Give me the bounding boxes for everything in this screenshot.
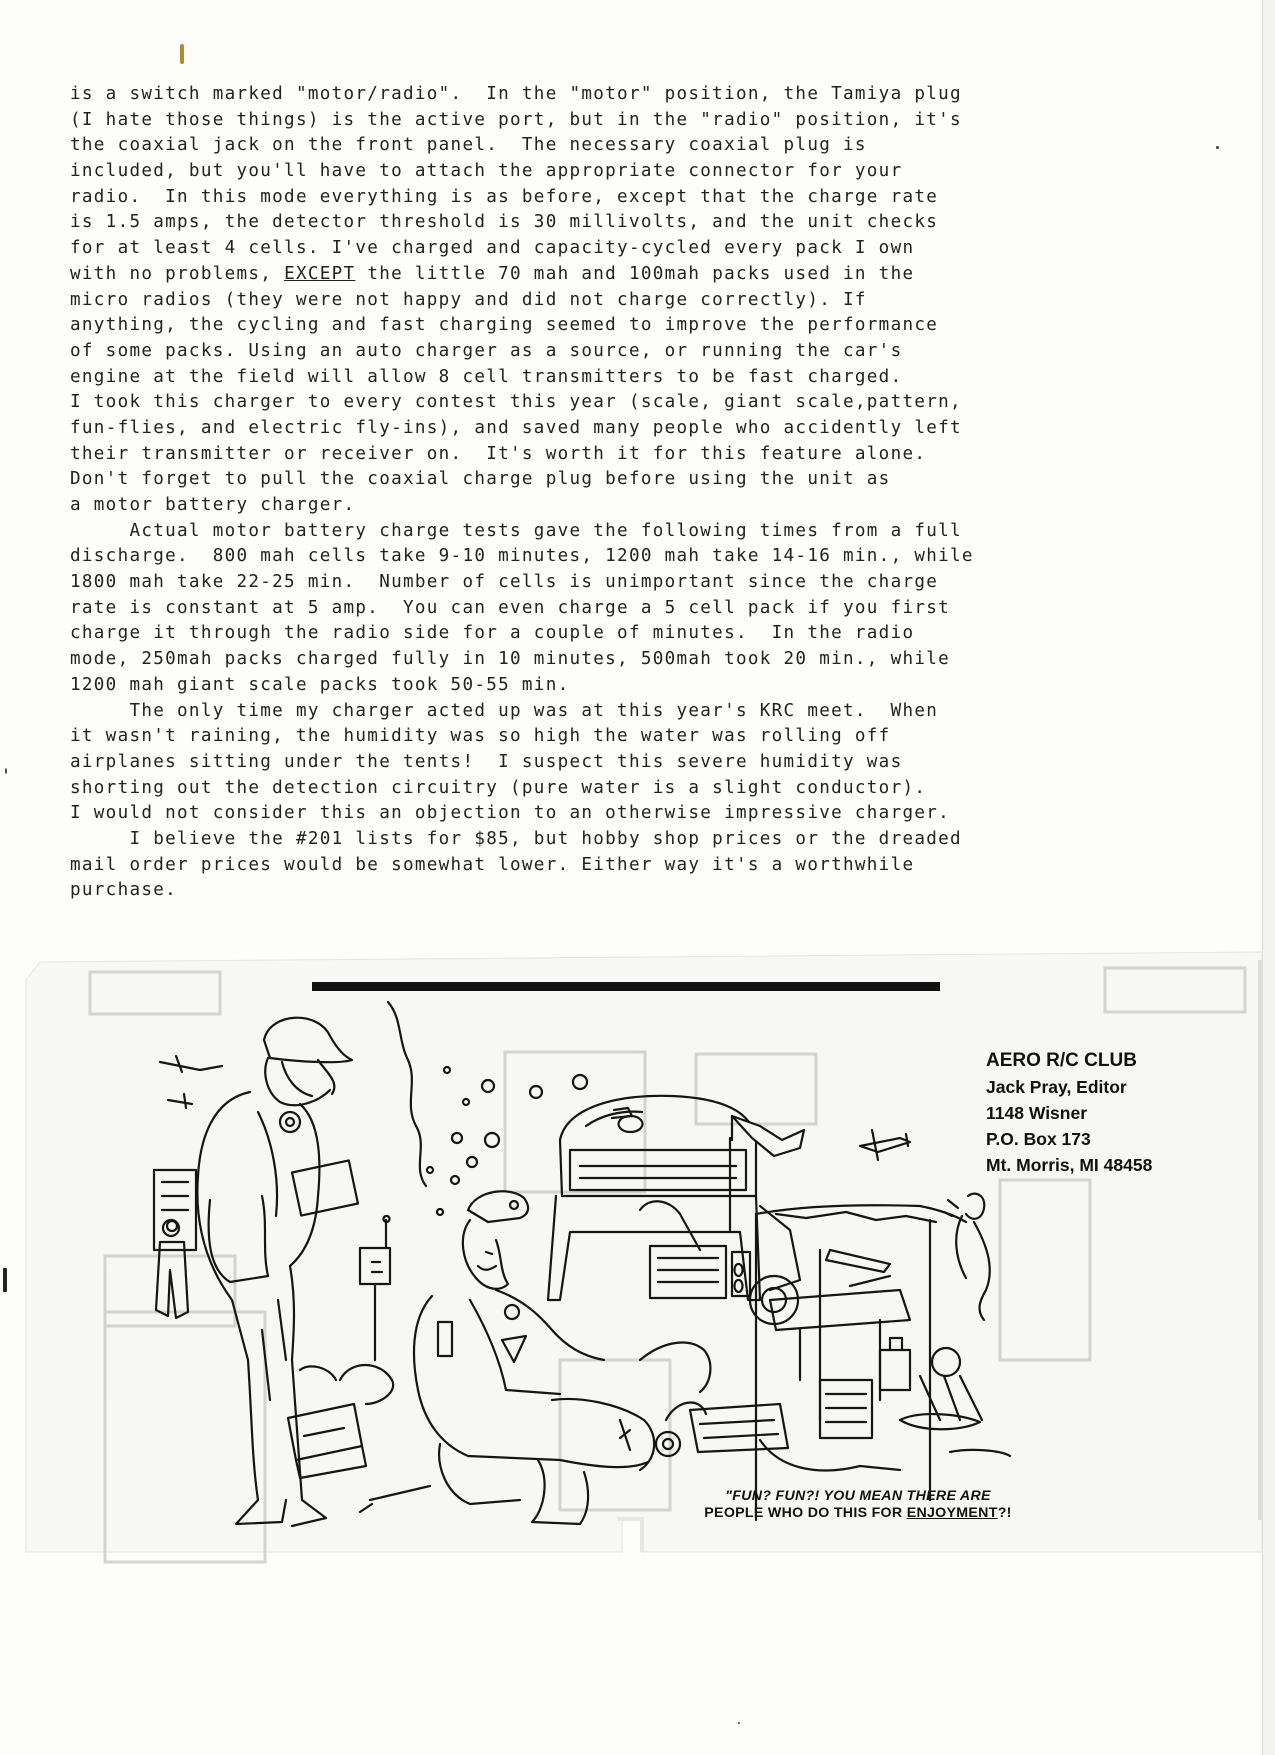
article-line: discharge. 800 mah cells take 9-10 minutes, 1200 mah take 14-16 min., while [70,546,974,567]
article-line: I took this charger to every contest this year (scale, giant scale,pattern, [70,392,962,413]
cartoon-top-rule [312,982,940,991]
article-line: mode, 250mah packs charged fully in 10 minutes, 500mah took 20 min., while [70,649,951,670]
article-line-tail: the little 70 mah and 100mah packs used in the [355,263,915,284]
article-line: 1200 mah giant scale packs took 50-55 min. [70,674,570,695]
article-line: rate is constant at 5 amp. You can even charge a 5 cell pack if you first [70,597,951,618]
article-line: Don't forget to pull the coaxial charge plug before using the unit as [70,469,891,490]
caption-underlined-word: ENJOYMENT [906,1505,998,1521]
article-line: is 1.5 amps, the detector threshold is 30 millivolts, and the unit checks [70,212,939,233]
article-line: (I hate those things) is the active port, but in the "radio" position, it's [70,109,962,130]
article-line: fun-flies, and electric fly-ins), and saved many people who accidently left [70,417,962,438]
street-address: 1148 Wisner [986,1103,1088,1123]
article-line: anything, the cycling and fast charging seemed to improve the performance [70,315,939,336]
caption-line-2 [668,1505,1048,1522]
article-line: micro radios (they were not happy and did not charge correctly). If [70,289,867,310]
article-line: I would not consider this an objection to an otherwise impressive charger. [70,803,951,824]
article-line: a motor battery charger. [70,495,356,515]
article-line: charge it through the radio side for a couple of minutes. In the radio [70,623,915,644]
po-box: P.O. Box 173 [986,1129,1091,1149]
club-name: AERO R/C CLUB [986,1050,1137,1071]
article-line: Actual motor battery charge tests gave the following times from a full [70,520,962,541]
cartoon-caption [668,1488,1048,1522]
mailing-address-block [986,1047,1226,1178]
article-line: is a switch marked "motor/radio". In the "motor" position, the Tamiya plug [70,84,962,104]
editor-name: Jack Pray, Editor [986,1077,1127,1097]
article-line: their transmitter or receiver on. It's worth it for this feature alone. [70,443,927,464]
caption-line-2-suffix: ?! [997,1505,1012,1521]
article-line: of some packs. Using an auto charger as a source, or running the car's [70,340,903,361]
article-line: for at least 4 cells. I've charged and capacity-cycled every pack I own [70,238,915,259]
article-line: the coaxial jack on the front panel. The necessary coaxial plug is [70,135,867,156]
article-line: 1800 mah take 22-25 min. Number of cells is unimportant since the charge [70,572,939,593]
article-line: engine at the field will allow 8 cell transmitters to be fast charged. [70,366,903,387]
article-line: airplanes sitting under the tents! I suspect this severe humidity was [70,751,903,772]
clipping-shadow [1258,960,1262,1520]
city-state-zip: Mt. Morris, MI 48458 [986,1155,1153,1175]
article-line: radio. In this mode everything is as before, except that the charge rate [70,186,939,207]
except-underlined: EXCEPT [284,263,356,284]
article-line: shorting out the detection circuitry (pure water is a slight conductor). [70,777,927,798]
article-line: purchase. [70,880,178,901]
article-line: mail order prices would be somewhat lower. Either way it's a worthwhile [70,854,915,875]
caption-line-1: "FUN? FUN?! YOU MEAN THERE ARE [725,1488,991,1504]
article-line: The only time my charger acted up was at this year's KRC meet. When [70,700,939,721]
article-line: included, but you'll have to attach the appropriate connector for your [70,161,903,182]
article-line-start: with no problems, [70,263,285,284]
caption-line-2-prefix: PEOPLE WHO DO THIS FOR [704,1505,907,1521]
article-line: it wasn't raining, the humidity was so high the water was rolling off [70,726,891,747]
article-line: I believe the #201 lists for $85, but hobby shop prices or the dreaded [70,828,962,849]
